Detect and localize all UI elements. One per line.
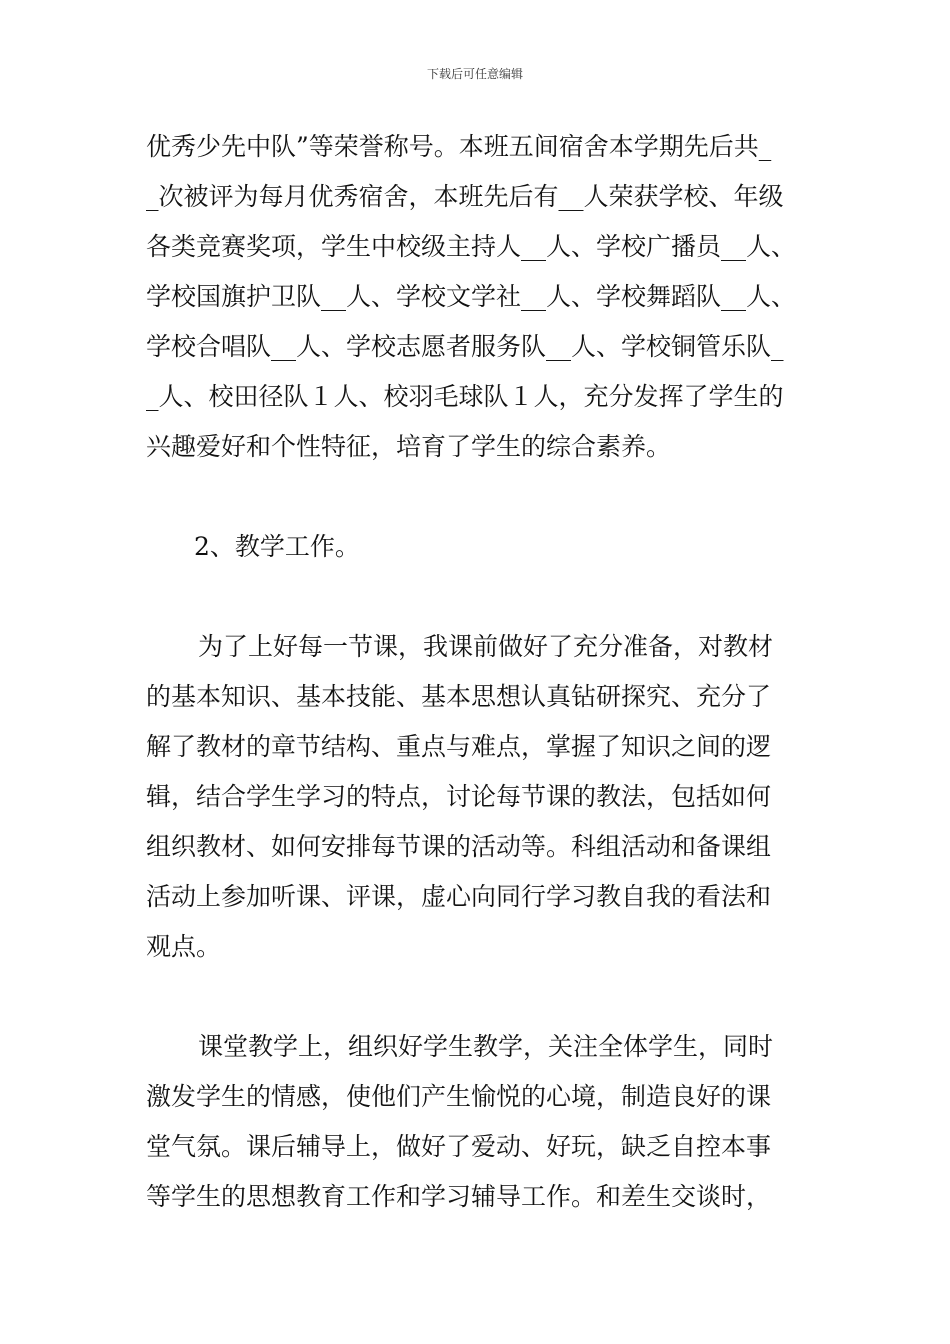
- paragraph-line: _次被评为每月优秀宿舍，本班先后有__人荣获学校、年级: [146, 182, 784, 211]
- paragraph-line: 学校合唱队__人、学校志愿者服务队__人、学校铜管乐队_: [146, 332, 784, 361]
- paragraph-line: 兴趣爱好和个性特征，培育了学生的综合素养。: [146, 432, 672, 461]
- paragraph-line: 课堂教学上，组织好学生教学，关注全体学生，同时: [198, 1032, 774, 1061]
- paragraph-line: 观点。: [146, 932, 222, 961]
- page-header: 下载后可任意编辑: [426, 67, 523, 81]
- paragraph-line: _人、校田径队１人、校羽毛球队１人，充分发挥了学生的: [146, 382, 784, 411]
- paragraph-line: 激发学生的情感，使他们产生愉悦的心境，制造良好的课: [146, 1082, 772, 1111]
- section-heading: 2、教学工作。: [194, 532, 360, 561]
- paragraph-line: 解了教材的章节结构、重点与难点，掌握了知识之间的逻: [146, 732, 772, 761]
- paragraph-line: 优秀少先中队”等荣誉称号。本班五间宿舍本学期先后共_: [146, 132, 772, 161]
- paragraph-line: 的基本知识、基本技能、基本思想认真钻研探究、充分了: [146, 682, 772, 711]
- paragraph-line: 活动上参加听课、评课，虚心向同行学习教自我的看法和: [146, 882, 772, 911]
- paragraph-line: 堂气氛。课后辅导上，做好了爱动、好玩，缺乏自控本事: [146, 1132, 772, 1161]
- paragraph-line: 组织教材、如何安排每节课的活动等。科组活动和备课组: [146, 832, 772, 861]
- paragraph-line: 等学生的思想教育工作和学习辅导工作。和差生交谈时，: [146, 1182, 772, 1211]
- paragraph-line: 各类竞赛奖项，学生中校级主持人__人、学校广播员__人、: [146, 232, 797, 261]
- paragraph-line: 为了上好每一节课，我课前做好了充分准备，对教材: [198, 632, 774, 661]
- paragraph-line: 辑，结合学生学习的特点，讨论每节课的教法，包括如何: [146, 782, 772, 811]
- paragraph-line: 学校国旗护卫队__人、学校文学社__人、学校舞蹈队__人、: [146, 282, 797, 311]
